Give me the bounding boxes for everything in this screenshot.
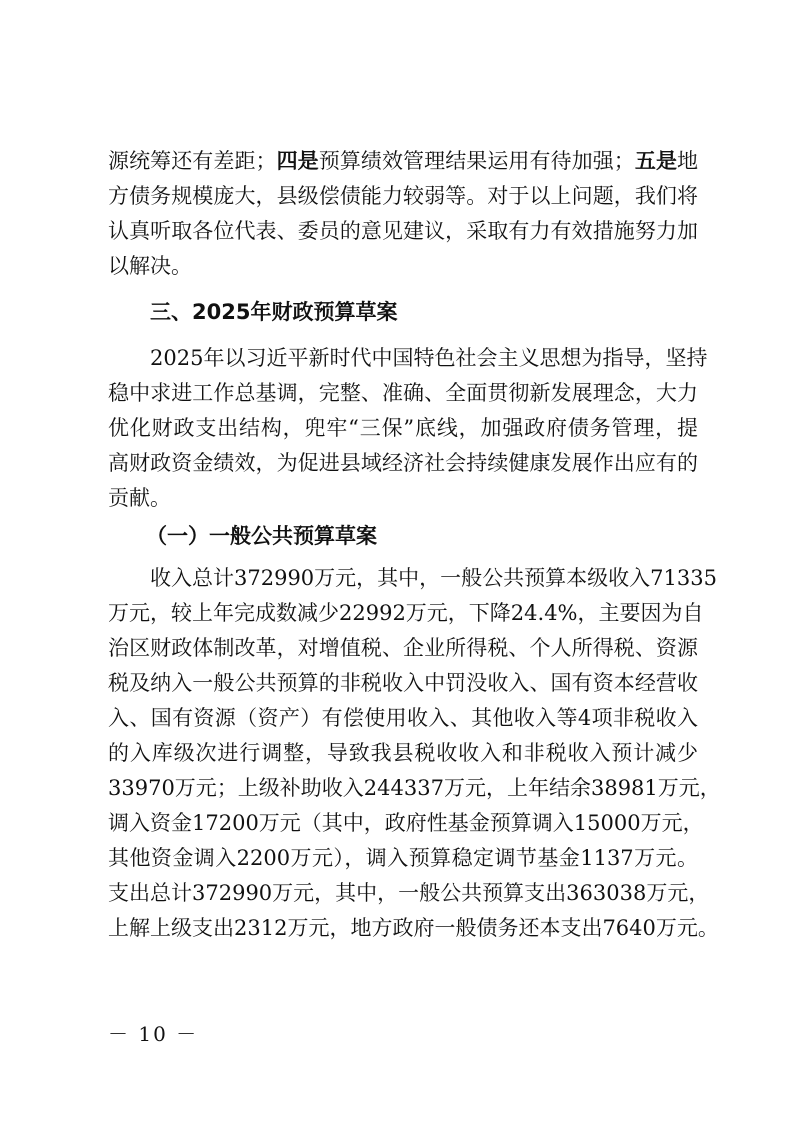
paragraph-line: 优化财政支出结构，兜牢“三保”底线，加强政府债务管理，提 [108,416,698,440]
paragraph-line: 税及纳入一般公共预算的非税收入中罚没收入、国有资本经营收 [108,671,698,695]
paragraph-line: 高财政资金绩效，为促进县域经济社会持续健康发展作出应有的 [108,451,698,475]
page-number: － 10 － [108,1022,199,1046]
paragraph-line: 支出总计372990万元，其中，一般公共预算支出363038万元， [108,881,710,905]
paragraph-line: 以解决。 [108,254,192,278]
paragraph-line: 贡献。 [108,486,171,510]
paragraph-line: 调入资金17200万元（其中，政府性基金预算调入15000万元， [108,811,704,835]
subsection-heading: （一）一般公共预算草案 [146,524,377,548]
paragraph-line: 收入总计372990万元，其中，一般公共预算本级收入71335 [150,566,717,590]
paragraph-line: 方债务规模庞大，县级偿债能力较弱等。对于以上问题，我们将 [108,184,698,208]
paragraph-line: 万元，较上年完成数减少22992万元，下降24.4%，主要因为自 [108,601,704,625]
emphasis-text: 五是 [634,149,678,173]
text-span: 地 [677,149,699,173]
paragraph-line [108,146,698,176]
paragraph-line: 的入库级次进行调整，导致我县税收收入和非税收入预计减少 [108,741,698,765]
paragraph-line: 稳中求进工作总基调，完整、准确、全面贯彻新发展理念，大力 [108,381,698,405]
emphasis-text: 四是 [276,149,319,173]
paragraph-line: 其他资金调入2200万元），调入预算稳定调节基金1137万元。 [108,846,698,870]
paragraph-line: 上解上级支出2312万元，地方政府一般债务还本支出7640万元。 [108,916,719,940]
text-span: 源统筹还有差距； [108,149,277,173]
paragraph-line: 治区财政体制改革，对增值税、企业所得税、个人所得税、资源 [108,636,698,660]
paragraph-line: 2025年以习近平新时代中国特色社会主义思想为指导，坚持 [150,346,708,370]
section-heading: 三、2025年财政预算草案 [150,300,398,324]
paragraph-line: 33970万元；上级补助收入244337万元，上年结余38981万元， [108,776,721,800]
text-span: 预算绩效管理结果运用有待加强； [318,149,635,173]
paragraph-line: 认真听取各位代表、委员的意见建议，采取有力有效措施努力加 [108,219,698,243]
paragraph-line: 入、国有资源（资产）有偿使用收入、其他收入等4项非税收入 [108,706,698,730]
